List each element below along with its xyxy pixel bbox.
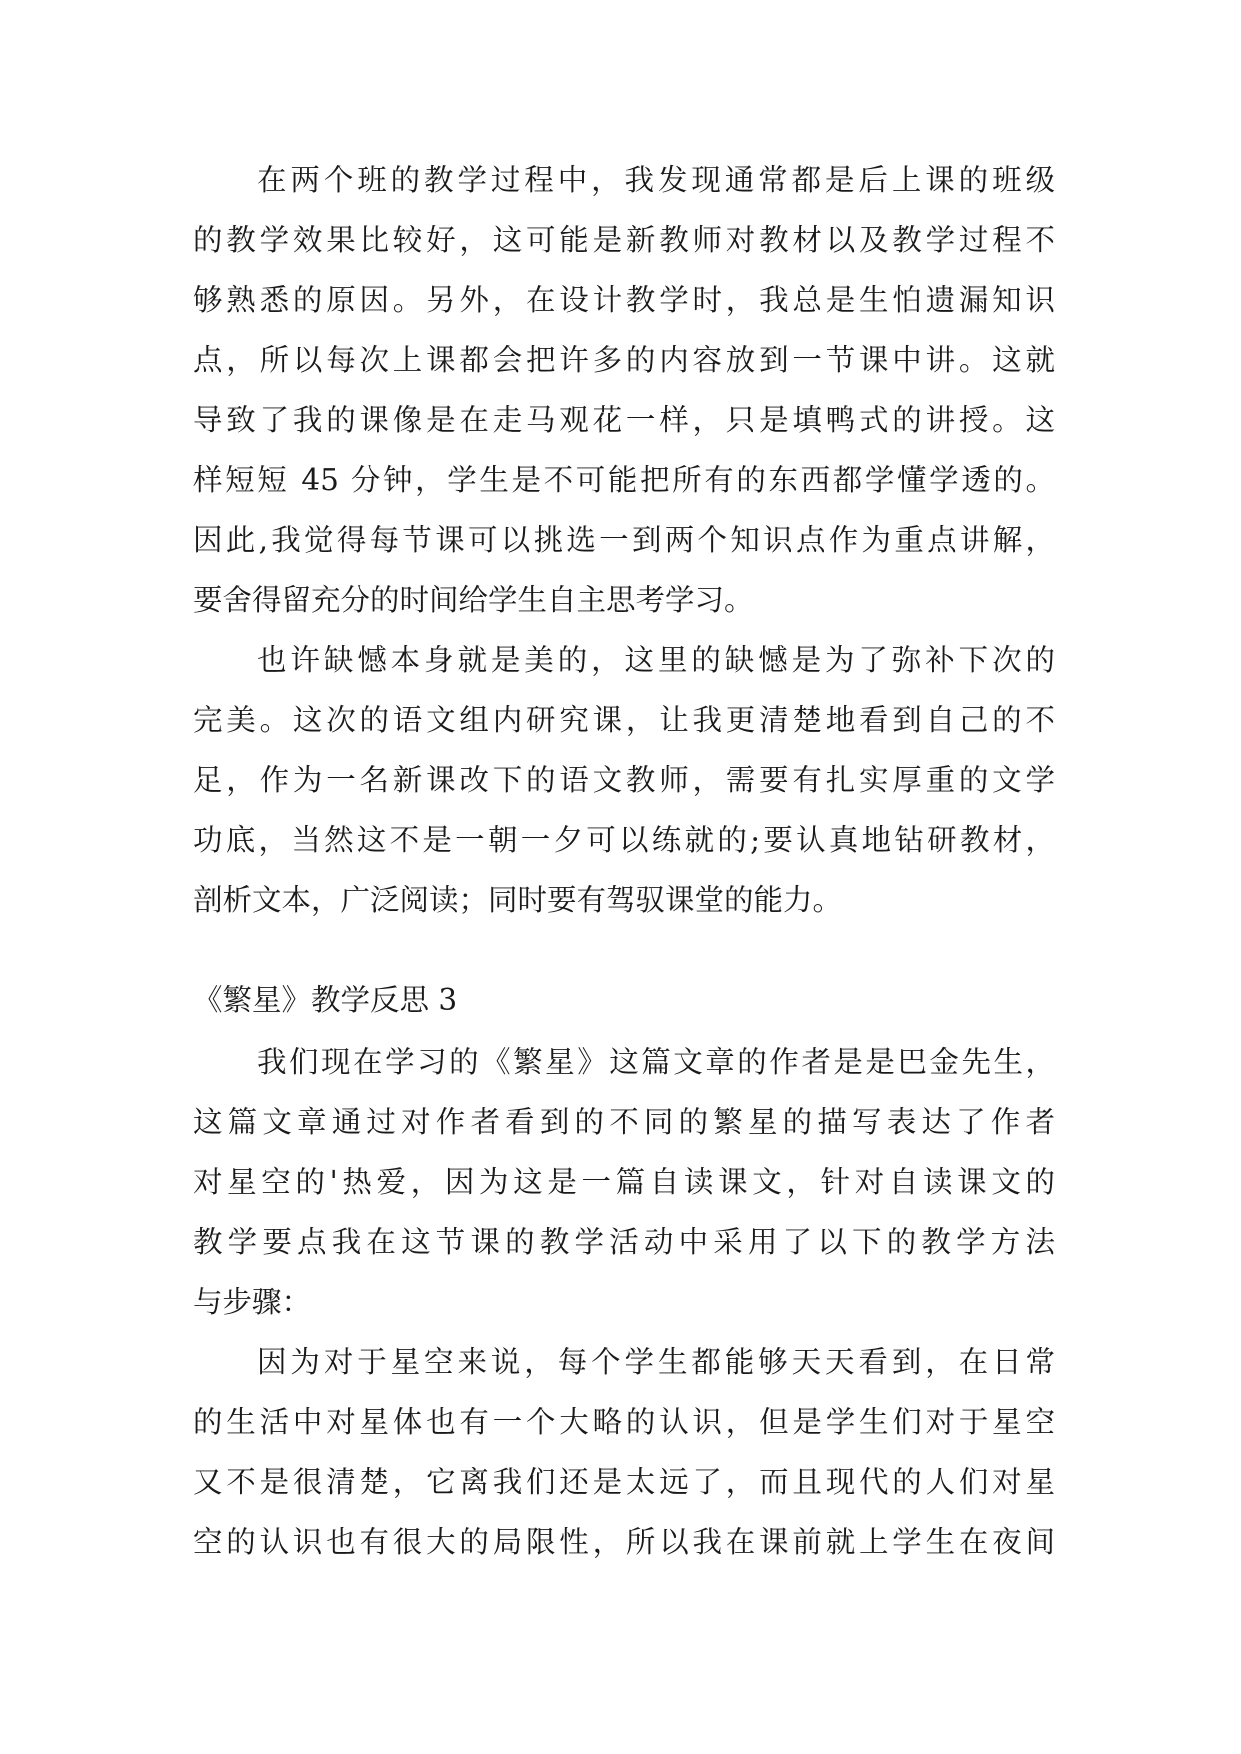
paragraph-3-line: 我们现在学习的《繁星》这篇文章的作者是是巴金先生， bbox=[257, 1045, 1055, 1079]
paragraph-4-line: 因为对于星空来说，每个学生都能够天天看到，在日常 bbox=[257, 1345, 1055, 1379]
paragraph-2-line: 完美。这次的语文组内研究课，让我更清楚地看到自己的不 bbox=[193, 703, 1055, 737]
paragraph-4-line: 的生活中对星体也有一个大略的认识，但是学生们对于星空 bbox=[193, 1405, 1055, 1439]
paragraph-3-line: 这篇文章通过对作者看到的不同的繁星的描写表达了作者 bbox=[193, 1105, 1055, 1139]
paragraph-1-line: 在两个班的教学过程中，我发现通常都是后上课的班级 bbox=[257, 163, 1055, 197]
paragraph-4-line: 空的认识也有很大的局限性，所以我在课前就上学生在夜间 bbox=[193, 1525, 1055, 1559]
paragraph-3-line: 教学要点我在这节课的教学活动中采用了以下的教学方法 bbox=[193, 1225, 1055, 1259]
paragraph-1-line: 够熟悉的原因。另外，在设计教学时，我总是生怕遗漏知识 bbox=[193, 283, 1055, 317]
paragraph-1-line: 样短短 45 分钟，学生是不可能把所有的东西都学懂学透的。 bbox=[193, 463, 1055, 497]
section-title: 《繁星》教学反思 3 bbox=[193, 983, 458, 1017]
paragraph-4-line: 又不是很清楚，它离我们还是太远了，而且现代的人们对星 bbox=[193, 1465, 1055, 1499]
paragraph-3-line: 与步骤： bbox=[193, 1285, 312, 1319]
paragraph-1-line: 要舍得留充分的时间给学生自主思考学习。 bbox=[193, 583, 754, 617]
paragraph-2-line: 剖析文本，广泛阅读；同时要有驾驭课堂的能力。 bbox=[193, 883, 843, 917]
paragraph-1-line: 因此,我觉得每节课可以挑选一到两个知识点作为重点讲解， bbox=[193, 523, 1055, 557]
paragraph-1-line: 的教学效果比较好，这可能是新教师对教材以及教学过程不 bbox=[193, 223, 1055, 257]
paragraph-3-line: 对星空的'热爱，因为这是一篇自读课文，针对自读课文的 bbox=[193, 1165, 1055, 1199]
paragraph-2-line: 也许缺憾本身就是美的，这里的缺憾是为了弥补下次的 bbox=[257, 643, 1055, 677]
paragraph-2-line: 足，作为一名新课改下的语文教师，需要有扎实厚重的文学 bbox=[193, 763, 1055, 797]
paragraph-1-line: 点，所以每次上课都会把许多的内容放到一节课中讲。这就 bbox=[193, 343, 1055, 377]
paragraph-2-line: 功底，当然这不是一朝一夕可以练就的;要认真地钻研教材， bbox=[193, 823, 1055, 857]
paragraph-1-line: 导致了我的课像是在走马观花一样，只是填鸭式的讲授。这 bbox=[193, 403, 1055, 437]
